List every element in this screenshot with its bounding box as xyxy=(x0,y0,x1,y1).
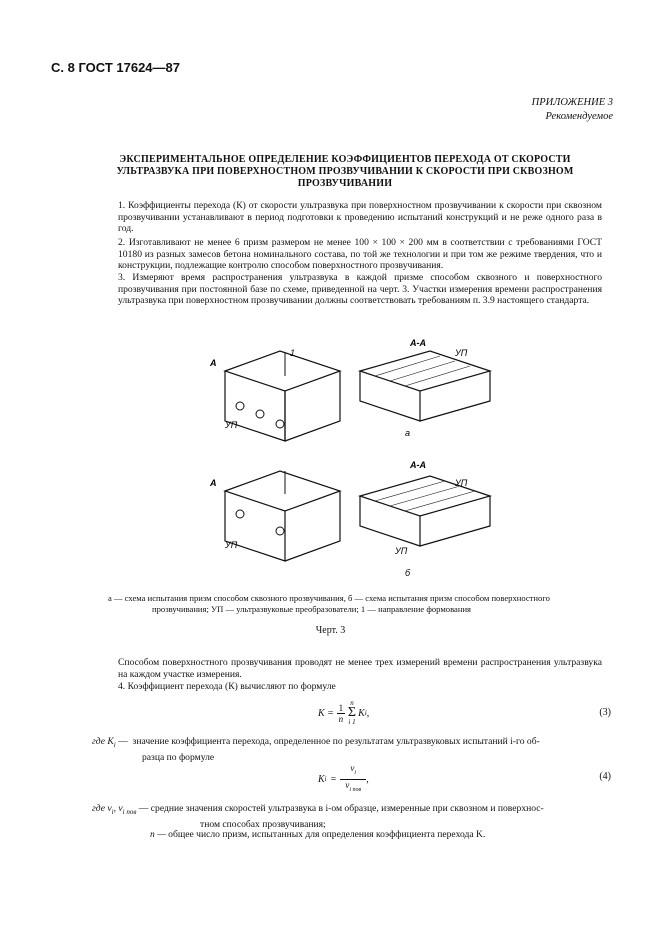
where2-text1: средние значения скоростей ультразвука в i-ом образце, измеренные при сквозном и поверхнос- xyxy=(150,803,544,814)
prism-b-right xyxy=(360,476,490,546)
where3-lead: n — xyxy=(150,829,166,840)
formula4-den: v xyxy=(345,779,350,790)
paragraph-5 xyxy=(92,681,602,693)
where-n xyxy=(150,829,610,841)
figure-scheme xyxy=(200,336,500,588)
formula4-eq: = xyxy=(330,773,337,785)
formula3-sum-top: n xyxy=(350,699,354,707)
sensor-b2 xyxy=(276,527,284,535)
label-aa-top: А-А xyxy=(410,338,426,348)
formula4-lhs: K xyxy=(318,773,325,785)
formula3-lhs: K = xyxy=(318,707,334,719)
where-ki xyxy=(92,736,612,763)
sub-label-a: а xyxy=(405,428,411,438)
where2-lead: где v xyxy=(92,803,112,814)
formula-4 xyxy=(318,763,369,796)
formula3-term: K xyxy=(358,707,365,719)
formula3-fraction xyxy=(337,703,345,724)
where1-lead: где K xyxy=(92,736,114,747)
appendix-status: Рекомендуемое xyxy=(545,111,613,122)
paragraph-5-text: 4. Коэффициент перехода (К) вычисляют по формуле xyxy=(118,681,336,692)
label-1-top: 1 xyxy=(290,348,296,358)
where2-text2: тном способах прозвучивания; xyxy=(200,818,326,830)
label-up-a: УП xyxy=(225,420,238,430)
paragraph-2-text: 2. Изготавливают не менее 6 призм размером не менее 100 × 100 × 200 мм в соответствии с требованиями ГОСТ 10180 из разных замесов бетона номинального состава, по той же технологии и при том же режиме твердения, что и конструкции, подлежащие контролю способом поверхностного прозвучивания. xyxy=(118,237,602,272)
formula3-number: (3) xyxy=(599,707,611,718)
label-a-top: А xyxy=(210,358,217,368)
where2-dash: — xyxy=(136,803,149,814)
where-vi xyxy=(92,803,612,830)
where2-mid: , v xyxy=(113,803,123,814)
formula3-sum: n Σ i 1 xyxy=(347,699,357,726)
formula4-tail: , xyxy=(366,773,369,785)
paragraph-2 xyxy=(92,237,602,272)
where2-mid-sub: i пов xyxy=(122,807,137,816)
page-header: С. 8 ГОСТ 17624—87 xyxy=(51,60,180,75)
appendix-block xyxy=(532,96,613,124)
label-up-b: УП xyxy=(225,540,238,550)
formula4-num-sub: i xyxy=(354,769,357,776)
formula4-fraction xyxy=(340,763,366,796)
caption-line-1: а — схема испытания призм способом сквозного прозвучивания, б — схема испытания призм способом поверхностного xyxy=(108,593,550,603)
where2-lead-sub: i xyxy=(111,807,114,816)
paragraph-1 xyxy=(92,200,602,235)
prism-a-right xyxy=(360,351,490,421)
label-up-b-bottom: УП xyxy=(395,546,408,556)
section-title: ЭКСПЕРИМЕНТАЛЬНОЕ ОПРЕДЕЛЕНИЕ КОЭФФИЦИЕНТОВ ПЕРЕХОДА ОТ СКОРОСТИ УЛЬТРАЗВУКА ПРИ ПОВЕРХНОСТНОМ ПРОЗВУЧИВАНИИ К СКОРОСТИ ПРИ СКВОЗНОМ ПРОЗВУЧИВАНИИ xyxy=(116,154,574,189)
caption-line-2: прозвучивания; УП — ультразвуковые преобразователи; 1 — направление формования xyxy=(152,604,471,614)
formula4-number: (4) xyxy=(599,771,611,782)
formula3-sum-bot: i 1 xyxy=(348,718,356,726)
formula3-den: n xyxy=(338,713,344,724)
formula3-sub: i xyxy=(364,709,367,717)
label-up-b-right: УП xyxy=(455,478,468,488)
where1-sub: i xyxy=(113,740,116,749)
formula-3 xyxy=(318,700,369,726)
sensor-dots-a xyxy=(236,402,284,428)
formula4-sub: i xyxy=(324,775,327,784)
label-a-bottom: А xyxy=(210,478,217,488)
formula4-den-sub: i пов xyxy=(349,786,362,793)
formula3-num: 1 xyxy=(338,702,344,713)
paragraph-4 xyxy=(92,657,602,680)
formula4-num: v xyxy=(350,763,355,773)
label-aa-bottom: А-А xyxy=(410,460,426,470)
sub-label-b: б xyxy=(405,568,411,578)
paragraph-1-text: 1. Коэффициенты перехода (К) от скорости ультразвука при поверхностном прозвучивании к скорости при сквозном прозвучивании устанавливают в период подготовки к проведению испытаний конструкций и не реже одного раза в год. xyxy=(118,200,602,235)
paragraph-3 xyxy=(92,272,602,307)
appendix-label: ПРИЛОЖЕНИЕ 3 xyxy=(531,97,613,108)
where1-dash: — xyxy=(115,736,128,747)
figure-caption xyxy=(108,593,608,615)
paragraph-3-text: 3. Измеряют время распространения ультразвука в каждой призме способом сквозного и поверхностного прозвучивания при постоянной базе по схеме, приведенной на черт. 3. Участки измерения времени распространения ультразвука при поверхностном прозвучивании должны соответствовать требованиям п. 3.9 настоящего стандарта. xyxy=(118,272,602,307)
where1-text1: значение коэффициента перехода, определенное по результатам ультразвуковых испытаний i-го об- xyxy=(132,736,540,747)
label-up-a-right: УП xyxy=(455,348,468,358)
where1-text2: разца по формуле xyxy=(142,751,215,763)
sensor-b1 xyxy=(236,510,244,518)
where3-text: общее число призм, испытанных для определения коэффициента перехода K. xyxy=(168,829,486,840)
figure-title: Черт. 3 xyxy=(315,625,346,636)
paragraph-4-text: Способом поверхностного прозвучивания проводят не менее трех измерений времени распространения ультразвука на каждом участке измерения. xyxy=(118,657,602,680)
formula3-tail: , xyxy=(366,707,370,719)
